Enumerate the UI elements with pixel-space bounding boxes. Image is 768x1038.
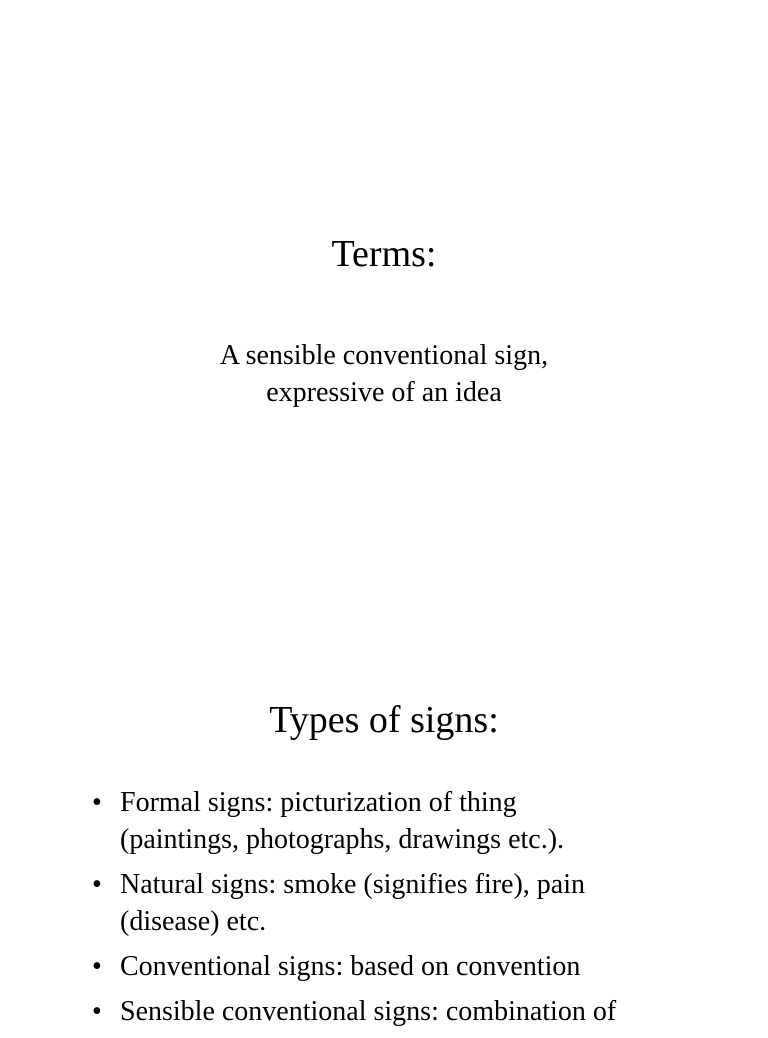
list-item-line: • Natural signs: smoke (signifies fire), pain <box>120 869 586 900</box>
term-definition <box>0 337 768 411</box>
slide-title-terms: Terms: <box>331 233 437 275</box>
list-item-line: • Conventional signs: based on convention <box>120 951 581 982</box>
definition-line: expressive of an idea <box>266 377 502 408</box>
sign-types-list <box>92 784 732 1038</box>
definition-line: A sensible conventional sign, <box>219 340 549 371</box>
list-item-line: • Sensible conventional signs: combination of <box>120 996 617 1027</box>
list-item-line: • Formal signs: picturization of thing <box>120 787 517 818</box>
list-item-line: (paintings, photographs, drawings etc.). <box>120 824 565 855</box>
list-item-line: (disease) etc. <box>120 906 267 937</box>
list-item-natural-signs <box>92 866 732 940</box>
slide-title-types-of-signs: Types of signs: <box>269 699 499 741</box>
list-item-conventional-signs <box>92 948 732 985</box>
list-item-formal-signs <box>92 784 732 858</box>
list-item-sensible-conventional-signs <box>92 993 732 1030</box>
